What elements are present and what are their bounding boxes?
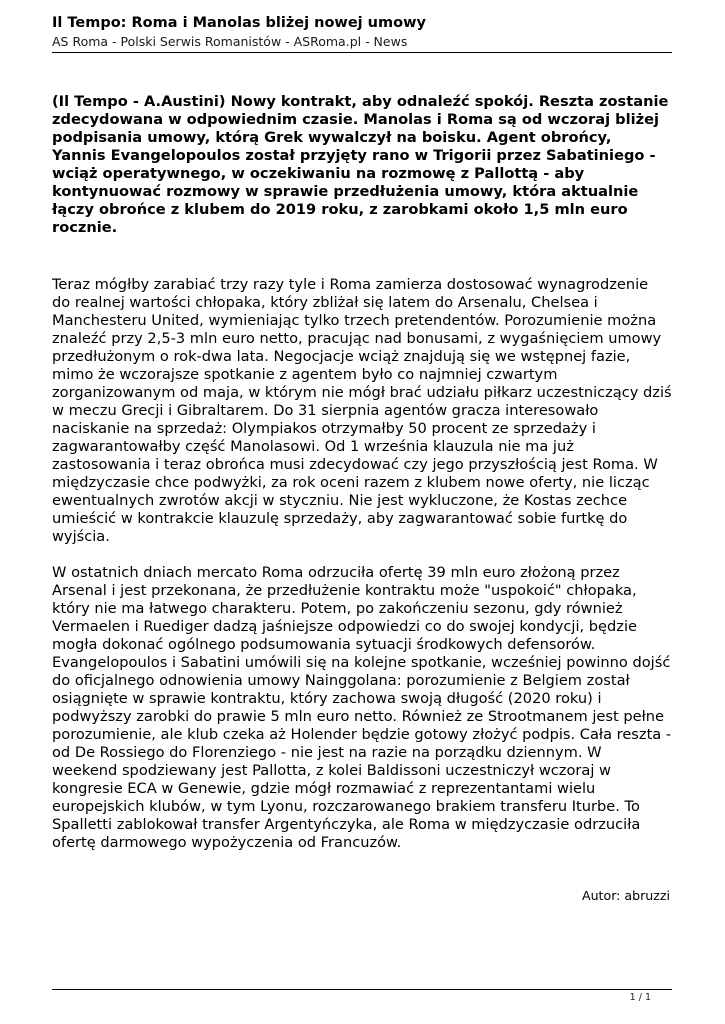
paragraph-line: kongresie ECA w Genewie, gdzie mógł rozmawiać z reprezentantami wielu <box>52 780 596 797</box>
site-subtitle: AS Roma - Polski Serwis Romanistów - ASRoma.pl - News <box>52 34 408 49</box>
paragraph-line: Arsenal i jest przekonana, że przedłużenie kontraktu może "uspokoić" chłopaka, <box>52 582 637 599</box>
lead-line: podpisania umowy, którą Grek wywalczył na boisku. Agent obrońcy, <box>52 129 612 146</box>
paragraph-line: Evangelopoulos i Sabatini umówili się na kolejne spotkanie, wcześniej powinno dojść <box>52 654 671 671</box>
paragraph-line: od De Rossiego do Florenziego - nie jest na razie na porządku dziennym. W <box>52 744 602 761</box>
paragraph-line: międzyczasie chce podwyżki, za rok oceni razem z klubem nowe oferty, nie licząc <box>52 474 650 491</box>
paragraph-line: W ostatnich dniach mercato Roma odrzuciła ofertę 39 mln euro złożoną przez <box>52 564 620 581</box>
paragraph-line: zastosowania i teraz obrońca musi zdecydować czy jego przyszłością jest Roma. W <box>52 456 658 473</box>
article-lead <box>52 93 674 237</box>
paragraph-line: przedłużonym o rok-dwa lata. Negocjacje wciąż znajdują się we wstępnej fazie, <box>52 348 631 365</box>
paragraph-line: Spalletti zablokował transfer Argentyńczyka, ale Roma w międzyczasie odrzuciła <box>52 816 641 833</box>
paragraph-line: Manchesteru United, wymieniając tylko trzech pretendentów. Porozumienie można <box>52 312 657 329</box>
article-paragraph-2 <box>52 564 674 852</box>
paragraph-line: w meczu Grecji i Gibraltarem. Do 31 sierpnia agentów gracza interesowało <box>52 402 599 419</box>
article-body <box>52 276 674 852</box>
paragraph-line: porozumienie, ale klub czeka aż Holender będzie gotowy złożyć podpis. Cała reszta - <box>52 726 672 743</box>
article-title: Il Tempo: Roma i Manolas bliżej nowej umowy <box>52 15 426 31</box>
paragraph-line: ofertę darmowego wypożyczenia od Francuzów. <box>52 834 402 851</box>
header-divider <box>52 52 672 53</box>
article-author: Autor: abruzzi <box>581 888 670 903</box>
paragraph-line: znaleźć przy 2,5-3 mln euro netto, pracując nad bonusami, z wygaśnięciem umowy <box>52 330 662 347</box>
lead-line: kontynuować rozmowy w sprawie przedłużenia umowy, która aktualnie <box>52 183 639 200</box>
paragraph-line: Vermaelen i Ruediger dadzą jaśniejsze odpowiedzi co do swojej kondycji, będzie <box>52 618 637 635</box>
paragraph-line: Teraz mógłby zarabiać trzy razy tyle i Roma zamierza dostosować wynagrodzenie <box>52 276 649 293</box>
paragraph-line: ewentualnych zwrotów akcji w styczniu. Nie jest wykluczone, że Kostas zechce <box>52 492 628 509</box>
lead-line: Yannis Evangelopoulos został przyjęty rano w Trigorii przez Sabatiniego - <box>52 147 656 164</box>
paragraph-line: wyjścia. <box>52 528 110 545</box>
paragraph-line: podwyższy zarobki do prawie 5 mln euro netto. Również ze Strootmanem jest pełne <box>52 708 664 725</box>
lead-line: wciąż operatywnego, w oczekiwaniu na rozmowę z Pallottą - aby <box>52 165 585 182</box>
paragraph-line: umieścić w kontrakcie klauzulę sprzedaży, aby zagwarantować sobie furtkę do <box>52 510 628 527</box>
document-header <box>52 14 672 50</box>
article-paragraph-1 <box>52 276 674 546</box>
lead-line: łączy obrońce z klubem do 2019 roku, z zarobkami około 1,5 mln euro <box>52 201 628 218</box>
lead-line: (Il Tempo - A.Austini) Nowy kontrakt, aby odnaleźć spokój. Reszta zostanie <box>52 93 669 110</box>
paragraph-line: zorganizowanym od maja, w którym nie mógł brać udziału piłkarz uczestniczący dziś <box>52 384 672 401</box>
lead-line: zdecydowana w odpowiednim czasie. Manolas i Roma są od wczoraj bliżej <box>52 111 660 128</box>
paragraph-line: do oficjalnego odnowienia umowy Nainggolana: porozumienie z Belgiem został <box>52 672 630 689</box>
paragraph-line: który nie ma łatwego charakteru. Potem, po zakończeniu sezonu, gdy również <box>52 600 623 617</box>
footer-divider <box>52 989 672 990</box>
paragraph-line: zagwarantowałby część Manolasowi. Od 1 września klauzula nie ma już <box>52 438 574 455</box>
paragraph-line: europejskich klubów, w tym Lyonu, rozczarowanego brakiem transferu Iturbe. To <box>52 798 640 815</box>
paragraph-line: mimo że wczorajsze spotkanie z agentem było co najmniej czwartym <box>52 366 558 383</box>
paragraph-line: mogła dokonać ogólnego podsumowania sytuacji środkowych defensorów. <box>52 636 596 653</box>
lead-line: rocznie. <box>52 219 118 236</box>
paragraph-line: osiągnięte w sprawie kontraktu, który zachowa swoją długość (2020 roku) i <box>52 690 602 707</box>
page-number: 1 / 1 <box>629 992 651 1003</box>
paragraph-line: naciskanie na sprzedaż: Olympiakos otrzymałby 50 procent ze sprzedaży i <box>52 420 596 437</box>
paragraph-line: weekend spodziewany jest Pallotta, z kolei Baldissoni uczestniczył wczoraj w <box>52 762 611 779</box>
paragraph-line: do realnej wartości chłopaka, który zbliżał się latem do Arsenalu, Chelsea i <box>52 294 598 311</box>
